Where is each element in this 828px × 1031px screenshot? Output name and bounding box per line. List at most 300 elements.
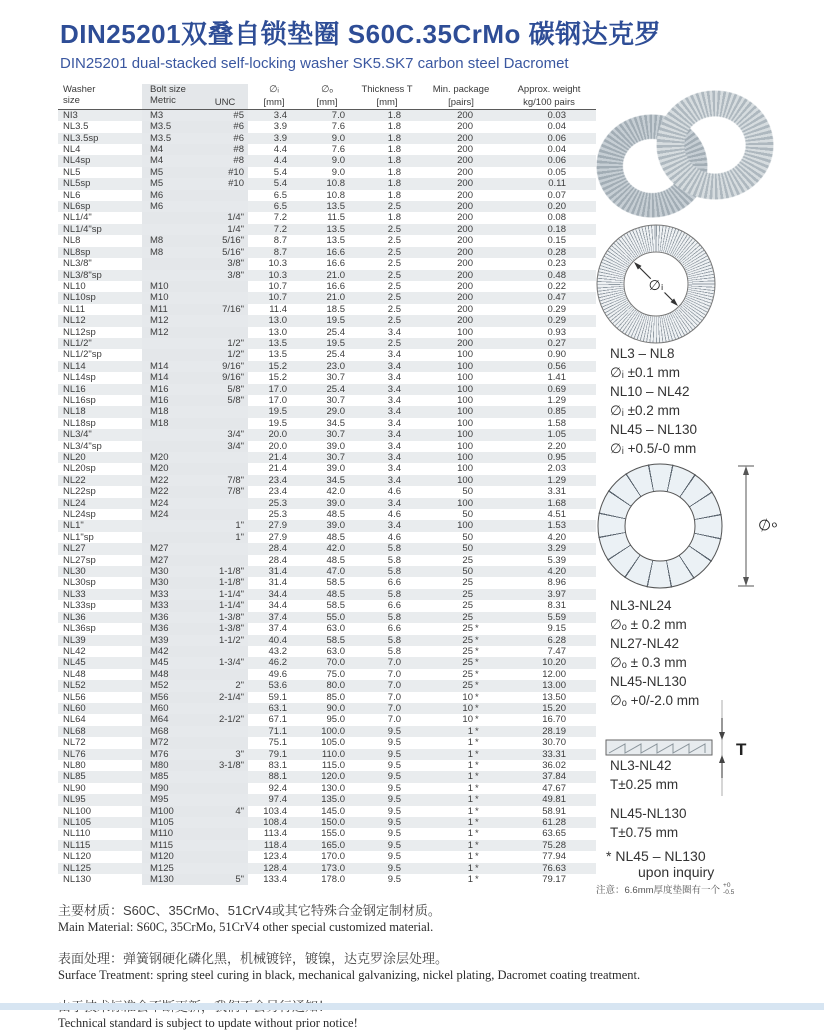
cell-washer-size: NL110 xyxy=(63,828,91,840)
cell-bolt-metric: M10 xyxy=(142,281,202,292)
cell-inner-dia: 92.4 xyxy=(268,782,287,794)
table-row xyxy=(58,418,596,429)
page-subtitle: DIN25201 dual-stacked self-locking washer SK5.SK7 carbon steel Dacromet xyxy=(60,55,569,72)
min-package-value: 25 xyxy=(462,634,473,646)
cell-washer-size: NL24 xyxy=(58,498,142,509)
cell-thickness: 1.8 xyxy=(354,155,420,166)
cell-weight: 8.96 xyxy=(547,577,566,589)
cell-thickness: 1.8 xyxy=(387,166,401,178)
cell-weight: 4.20 xyxy=(547,531,566,543)
table-row xyxy=(58,543,596,554)
cell-inner-dia: 71.1 xyxy=(248,726,300,737)
col-header-washer-sub: size xyxy=(58,95,142,109)
cell-inner-dia: 103.4 xyxy=(263,805,287,817)
cell-bolt-metric xyxy=(142,338,202,349)
table-row xyxy=(58,680,596,691)
table-row xyxy=(58,247,596,258)
inner-diameter-annotation xyxy=(596,224,731,346)
cell-bolt-unc: 1-3/8" xyxy=(202,612,248,623)
cell-washer-size: NL76 xyxy=(58,749,142,760)
cell-thickness: 7.0 xyxy=(354,657,420,668)
cell-washer-size: NL95 xyxy=(58,794,142,805)
washer-spec-table xyxy=(58,84,596,885)
cell-inner-dia: 63.1 xyxy=(248,703,300,714)
package-footnote-mark: * xyxy=(475,748,479,760)
cell-min-package xyxy=(420,566,502,577)
cell-bolt-unc: 1/4" xyxy=(202,224,248,235)
cell-bolt-unc: 1-1/8" xyxy=(202,577,248,588)
min-package-value: 200 xyxy=(457,166,473,178)
cell-bolt-unc xyxy=(202,190,248,201)
cell-bolt-unc xyxy=(202,851,248,862)
outer-dia-symbol: ∅ₒ xyxy=(755,512,780,536)
cell-min-package xyxy=(420,441,502,452)
cell-thickness: 3.4 xyxy=(387,326,401,338)
col-header-metric: Metric xyxy=(142,95,202,109)
cell-min-package xyxy=(420,623,502,634)
cell-thickness: 3.4 xyxy=(387,417,401,429)
table-row xyxy=(58,133,596,144)
cell-outer-dia: 58.5 xyxy=(326,577,345,589)
cell-bolt-metric: M12 xyxy=(142,327,202,338)
cell-bolt-metric xyxy=(142,441,202,452)
cell-weight: 16.70 xyxy=(542,714,566,726)
min-package-value: 200 xyxy=(457,292,473,304)
cell-washer-size: NL36sp xyxy=(63,623,96,635)
table-row xyxy=(58,270,596,281)
cell-bolt-unc xyxy=(202,794,248,805)
cell-bolt-unc xyxy=(202,771,248,782)
cell-weight: 13.50 xyxy=(542,691,566,703)
cell-outer-dia: 80.0 xyxy=(300,680,354,691)
cell-weight: 0.04 xyxy=(547,121,566,133)
min-package-value: 100 xyxy=(457,474,473,486)
table-row xyxy=(58,281,596,292)
cell-weight: 5.39 xyxy=(547,554,566,566)
cell-min-package xyxy=(420,703,502,714)
cell-inner-dia: 8.7 xyxy=(248,247,300,258)
cell-bolt-unc: 7/8" xyxy=(202,486,248,497)
cell-washer-size: NL8 xyxy=(63,235,81,247)
table-row xyxy=(58,555,596,566)
table-row xyxy=(58,304,596,315)
cell-bolt-metric: M27 xyxy=(142,555,202,566)
cell-thickness: 3.4 xyxy=(354,361,420,372)
table-row xyxy=(58,520,596,531)
cell-bolt-unc: 3" xyxy=(202,749,248,760)
cell-bolt-unc: 1-1/4" xyxy=(202,589,248,600)
cell-bolt-metric: M14 xyxy=(142,372,202,383)
col-header-unc: UNC xyxy=(202,95,248,109)
cell-outer-dia: 29.0 xyxy=(300,406,354,417)
cell-bolt-unc xyxy=(202,498,248,509)
min-package-value: 200 xyxy=(457,201,473,213)
min-package-value: 1 xyxy=(467,805,473,817)
cell-weight: 1.68 xyxy=(502,498,596,509)
cell-outer-dia: 48.5 xyxy=(326,509,345,521)
cell-min-package xyxy=(420,851,502,862)
cell-bolt-unc: 1/2" xyxy=(202,338,248,349)
min-package-value: 200 xyxy=(457,155,473,167)
cell-bolt-unc: #8 xyxy=(202,144,248,155)
cell-min-package xyxy=(420,828,502,839)
cell-outer-dia: 18.5 xyxy=(326,303,345,315)
min-package-value: 1 xyxy=(467,782,473,794)
cell-weight: 49.81 xyxy=(502,794,596,805)
cell-inner-dia: 133.4 xyxy=(263,874,287,886)
table-row xyxy=(58,224,596,235)
cell-bolt-unc xyxy=(202,840,248,851)
cell-inner-dia: 3.4 xyxy=(248,109,300,121)
cell-weight: 4.51 xyxy=(547,509,566,521)
min-package-value: 25 xyxy=(462,680,473,692)
cell-washer-size: NL42 xyxy=(63,645,86,657)
cell-thickness: 1.8 xyxy=(387,144,401,156)
cell-outer-dia: 19.5 xyxy=(300,315,354,326)
cell-washer-size: NL14 xyxy=(58,361,142,372)
cell-inner-dia: 79.1 xyxy=(248,749,300,760)
cell-outer-dia: 10.8 xyxy=(326,189,345,201)
cell-min-package xyxy=(420,783,502,794)
cell-min-package xyxy=(420,372,502,383)
package-footnote-mark: * xyxy=(475,817,479,828)
min-package-value: 1 xyxy=(467,737,473,749)
cell-weight: 76.63 xyxy=(502,863,596,874)
cell-bolt-metric: M115 xyxy=(142,840,202,851)
min-package-value: 100 xyxy=(457,406,473,418)
cell-bolt-metric: M3.5 xyxy=(142,133,202,144)
cell-thickness: 3.4 xyxy=(354,429,420,440)
cell-bolt-unc xyxy=(202,452,248,463)
cell-bolt-unc: 1-1/4" xyxy=(202,600,248,611)
cell-thickness: 7.0 xyxy=(387,714,401,726)
col-header-thickness: Thickness T xyxy=(361,84,413,95)
cell-thickness: 5.8 xyxy=(354,566,420,577)
cell-bolt-metric: M12 xyxy=(142,315,202,326)
min-package-value: 25 xyxy=(462,645,473,657)
min-package-value: 100 xyxy=(457,417,473,429)
cell-thickness: 1.8 xyxy=(354,178,420,189)
cell-inner-dia: 10.3 xyxy=(248,270,300,281)
package-footnote-mark: * xyxy=(475,759,479,771)
cell-thickness: 9.5 xyxy=(354,840,420,851)
cell-weight: 4.20 xyxy=(502,566,596,577)
cell-bolt-metric: M56 xyxy=(142,692,202,703)
tol-value: ∅ₒ ± 0.2 mm xyxy=(610,617,687,632)
cell-min-package xyxy=(420,543,502,554)
cell-thickness: 9.5 xyxy=(387,759,401,771)
cell-bolt-unc xyxy=(202,646,248,657)
cell-bolt-metric: M45 xyxy=(142,657,202,668)
cell-outer-dia: 21.0 xyxy=(300,292,354,303)
cell-thickness: 2.5 xyxy=(354,201,420,212)
table-row xyxy=(58,635,596,646)
cell-weight: 79.17 xyxy=(542,874,566,886)
page-title: DIN25201双叠自锁垫圈 S60C.35CrMo 碳钢达克罗 xyxy=(60,19,662,49)
cell-thickness: 3.4 xyxy=(387,394,401,406)
table-row xyxy=(58,783,596,794)
cell-thickness: 7.0 xyxy=(354,680,420,691)
cell-washer-size: NL16sp xyxy=(63,394,96,406)
cell-washer-size: NL80 xyxy=(63,759,86,771)
cell-weight: 63.65 xyxy=(542,828,566,840)
cell-outer-dia: 11.5 xyxy=(327,212,345,224)
cell-min-package xyxy=(420,201,502,212)
cell-inner-dia: 7.2 xyxy=(273,212,287,224)
cell-washer-size: NL1/2"sp xyxy=(63,349,102,361)
table-row xyxy=(58,395,596,406)
cell-outer-dia: 42.0 xyxy=(326,486,345,498)
cell-washer-size: NL130 xyxy=(63,874,91,886)
note-tolerance-stack xyxy=(723,882,734,896)
cell-weight: 10.20 xyxy=(502,657,596,668)
package-footnote-mark: * xyxy=(475,725,479,737)
package-footnote-mark: * xyxy=(475,645,479,657)
table-row xyxy=(58,315,596,326)
min-package-value: 200 xyxy=(457,258,473,270)
col-header-inner-dia: ∅ᵢ xyxy=(269,84,279,95)
cell-inner-dia: 25.3 xyxy=(248,498,300,509)
cell-min-package xyxy=(420,509,502,520)
cell-bolt-unc: 5/16" xyxy=(202,235,248,246)
cell-inner-dia: 5.4 xyxy=(273,166,287,178)
cell-weight: 0.06 xyxy=(502,155,596,166)
cell-min-package xyxy=(420,612,502,623)
package-footnote-mark: * xyxy=(475,851,479,863)
cell-washer-size: NL6 xyxy=(63,189,81,201)
cell-bolt-metric: M14 xyxy=(142,361,202,372)
cell-outer-dia: 34.5 xyxy=(300,475,354,486)
min-package-value: 100 xyxy=(457,497,473,509)
cell-inner-dia: 75.1 xyxy=(268,737,287,749)
cell-bolt-metric: M60 xyxy=(142,703,202,714)
table-row xyxy=(58,566,596,577)
cell-outer-dia: 70.0 xyxy=(300,657,354,668)
cell-washer-size: NL39 xyxy=(58,635,142,646)
cell-bolt-unc xyxy=(202,327,248,338)
cell-min-package xyxy=(420,714,502,725)
spec-table-wrap xyxy=(58,84,598,885)
bottom-accent-strip xyxy=(0,1003,824,1010)
cell-weight: 0.07 xyxy=(547,189,566,201)
cell-outer-dia: 63.0 xyxy=(326,623,345,635)
cell-weight: 0.90 xyxy=(547,349,566,361)
cell-bolt-unc xyxy=(202,817,248,828)
cell-bolt-unc: 7/8" xyxy=(202,475,248,486)
cell-thickness: 5.8 xyxy=(354,543,420,554)
cell-thickness: 3.4 xyxy=(387,463,401,475)
cell-inner-dia: 5.4 xyxy=(248,178,300,189)
min-package-value: 25 xyxy=(462,657,473,669)
cell-inner-dia: 21.4 xyxy=(248,452,300,463)
table-row xyxy=(58,532,596,543)
cell-weight: 33.31 xyxy=(502,749,596,760)
cell-bolt-metric: M3 xyxy=(142,109,202,121)
min-package-value: 25 xyxy=(462,588,473,600)
cell-bolt-metric: M18 xyxy=(142,418,202,429)
min-package-value: 100 xyxy=(457,394,473,406)
cell-outer-dia: 155.0 xyxy=(321,828,345,840)
cell-min-package xyxy=(420,212,502,223)
cell-min-package xyxy=(420,270,502,281)
cell-bolt-metric: M18 xyxy=(142,406,202,417)
cell-min-package xyxy=(420,429,502,440)
inquiry-footnote xyxy=(596,848,824,880)
cell-washer-size: NL30 xyxy=(58,566,142,577)
cell-outer-dia: 39.0 xyxy=(326,440,345,452)
cell-outer-dia: 10.8 xyxy=(300,178,354,189)
cell-weight: 0.56 xyxy=(502,361,596,372)
cell-weight: 1.53 xyxy=(502,520,596,531)
cell-washer-size: NL10 xyxy=(63,280,86,292)
cell-bolt-unc: #5 xyxy=(202,109,248,121)
cell-outer-dia: 9.0 xyxy=(331,166,345,178)
table-row xyxy=(58,749,596,760)
cell-inner-dia: 11.4 xyxy=(269,303,287,315)
cell-weight: 6.28 xyxy=(502,635,596,646)
cell-washer-size: NL12 xyxy=(58,315,142,326)
min-package-value: 25 xyxy=(462,554,473,566)
tol-range: NL45-NL130 xyxy=(610,674,687,689)
cell-thickness: 5.8 xyxy=(387,645,401,657)
cell-outer-dia: 110.0 xyxy=(300,749,354,760)
cell-weight: 8.31 xyxy=(547,600,566,612)
cell-washer-size: NL20 xyxy=(58,452,142,463)
table-row xyxy=(58,771,596,782)
cell-thickness: 9.5 xyxy=(387,851,401,863)
cell-washer-size: NL3/8" xyxy=(63,258,92,270)
cell-min-package xyxy=(420,863,502,874)
col-header-thickness-unit: [mm] xyxy=(354,95,420,109)
cell-weight: 0.05 xyxy=(547,166,566,178)
cell-weight: 0.29 xyxy=(502,315,596,326)
cell-bolt-metric: M30 xyxy=(142,566,202,577)
table-row xyxy=(58,863,596,874)
thickness-symbol: T xyxy=(736,740,747,759)
cell-bolt-unc: 1-1/2" xyxy=(202,635,248,646)
cell-thickness: 9.5 xyxy=(387,874,401,886)
cell-inner-dia: 10.3 xyxy=(268,258,287,270)
cell-bolt-unc xyxy=(202,555,248,566)
table-row xyxy=(58,589,596,600)
table-row xyxy=(58,349,596,360)
cell-washer-size: NL60 xyxy=(58,703,142,714)
cell-washer-size: NL1"sp xyxy=(63,531,94,543)
cell-thickness: 4.6 xyxy=(387,531,401,543)
min-package-value: 200 xyxy=(457,246,473,258)
cell-washer-size: NL4sp xyxy=(58,155,142,166)
min-package-value: 25 xyxy=(462,623,473,635)
min-package-value: 50 xyxy=(462,531,473,543)
table-row xyxy=(58,669,596,680)
col-header-min-package-unit: [pairs] xyxy=(420,95,502,109)
cell-min-package xyxy=(420,737,502,748)
cell-bolt-metric: M72 xyxy=(142,737,202,748)
cell-outer-dia: 21.0 xyxy=(300,270,354,281)
cell-bolt-metric: M85 xyxy=(142,771,202,782)
cell-bolt-unc xyxy=(202,783,248,794)
cell-min-package xyxy=(420,452,502,463)
cell-inner-dia: 23.4 xyxy=(248,475,300,486)
cell-weight: 7.47 xyxy=(547,645,566,657)
update-note-en: Technical standard is subject to update without prior notice! xyxy=(58,1016,358,1030)
cell-outer-dia: 19.5 xyxy=(300,338,354,349)
cell-outer-dia: 48.5 xyxy=(326,554,345,566)
cell-bolt-metric: M6 xyxy=(142,190,202,201)
tol-range: NL10 – NL42 xyxy=(610,384,690,399)
min-package-value: 100 xyxy=(457,520,473,532)
cell-bolt-metric: M120 xyxy=(142,851,202,862)
cell-washer-size: NL16 xyxy=(58,384,142,395)
cell-bolt-metric: M27 xyxy=(142,543,202,554)
cell-min-package xyxy=(420,749,502,760)
col-header-weight-unit: kg/100 pairs xyxy=(502,95,596,109)
cell-inner-dia: 15.2 xyxy=(268,372,287,384)
min-package-value: 1 xyxy=(467,862,473,874)
cell-washer-size: NL33 xyxy=(58,589,142,600)
cell-bolt-metric: M105 xyxy=(142,817,202,828)
cell-bolt-unc: #10 xyxy=(202,167,248,178)
cell-bolt-metric: M68 xyxy=(142,726,202,737)
cell-inner-dia: 23.4 xyxy=(268,486,287,498)
cell-min-package xyxy=(420,635,502,646)
cell-inner-dia: 7.2 xyxy=(248,224,300,235)
cell-outer-dia: 95.0 xyxy=(326,714,345,726)
min-package-value: 1 xyxy=(467,851,473,863)
cell-washer-size: NL12sp xyxy=(63,326,96,338)
cell-outer-dia: 39.0 xyxy=(300,498,354,509)
table-row xyxy=(58,441,596,452)
table-row xyxy=(58,406,596,417)
cell-bolt-unc: 5" xyxy=(202,874,248,885)
cell-min-package xyxy=(420,771,502,782)
cell-min-package xyxy=(420,384,502,395)
cell-inner-dia: 28.4 xyxy=(268,554,287,566)
cell-outer-dia: 58.5 xyxy=(326,600,345,612)
cell-thickness: 9.5 xyxy=(354,771,420,782)
cell-outer-dia: 30.7 xyxy=(300,452,354,463)
cell-bolt-unc xyxy=(202,201,248,212)
cell-weight: 3.29 xyxy=(502,543,596,554)
cell-min-package xyxy=(420,669,502,680)
cell-thickness: 3.4 xyxy=(354,452,420,463)
cell-weight: 3.31 xyxy=(547,486,566,498)
cell-thickness: 2.5 xyxy=(354,315,420,326)
table-row xyxy=(58,338,596,349)
cell-inner-dia: 123.4 xyxy=(263,851,287,863)
cell-washer-size: NL27sp xyxy=(63,554,96,566)
cell-bolt-metric: M16 xyxy=(142,395,202,406)
table-row xyxy=(58,840,596,851)
table-row xyxy=(58,577,596,588)
cell-washer-size: NL11 xyxy=(63,303,86,315)
min-package-value: 100 xyxy=(457,429,473,441)
cell-bolt-metric: M39 xyxy=(142,635,202,646)
cell-bolt-unc: 9/16" xyxy=(202,361,248,372)
cell-inner-dia: 20.0 xyxy=(268,440,287,452)
cell-thickness: 3.4 xyxy=(387,440,401,452)
cell-washer-size: NL48 xyxy=(63,668,86,680)
cell-outer-dia: 63.0 xyxy=(326,645,345,657)
cell-washer-size: NL27 xyxy=(58,543,142,554)
cell-outer-dia: 39.0 xyxy=(300,520,354,531)
cell-outer-dia: 25.4 xyxy=(326,326,345,338)
tol-value: ∅ᵢ +0.5/-0 mm xyxy=(610,441,697,456)
cell-min-package xyxy=(420,224,502,235)
cell-thickness: 7.0 xyxy=(387,691,401,703)
min-package-value: 100 xyxy=(457,360,473,372)
cell-washer-size: NL1/4"sp xyxy=(58,224,142,235)
